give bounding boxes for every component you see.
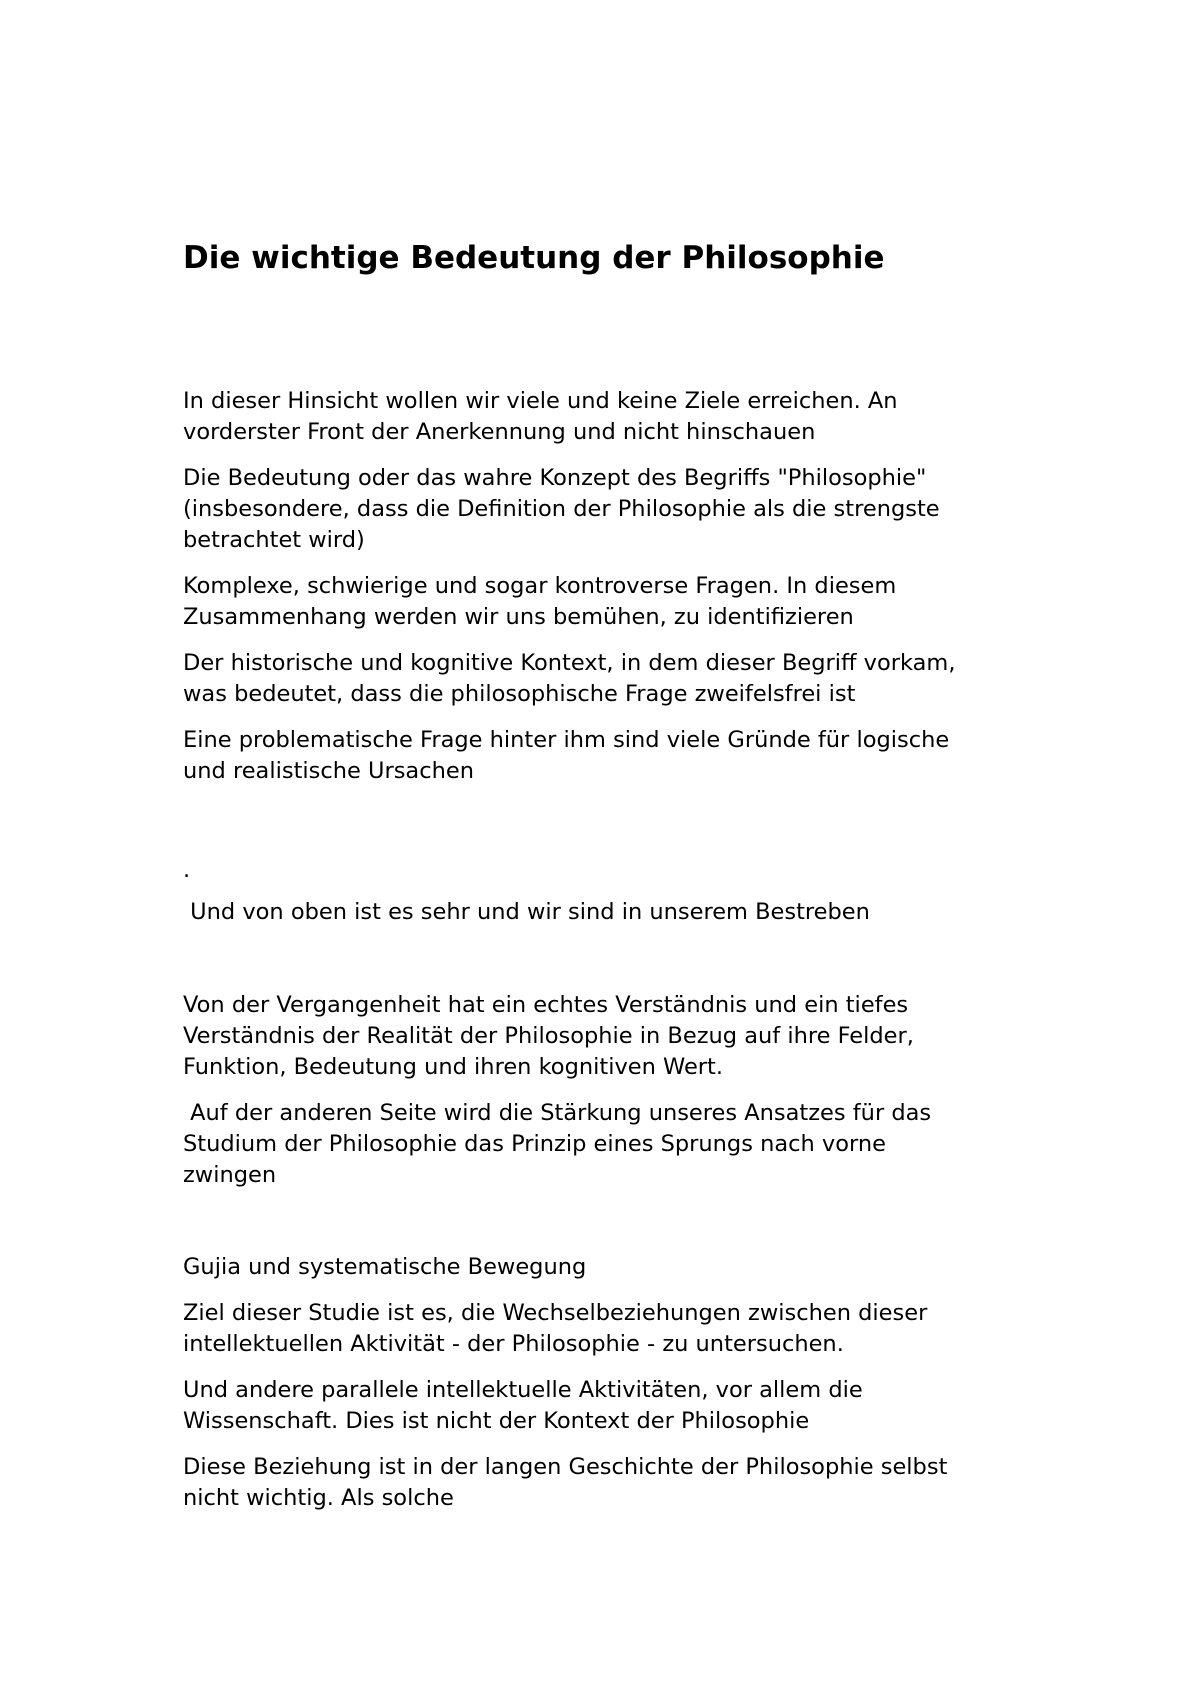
- paragraph-8: Auf der anderen Seite wird die Stärkung unseres Ansatzes für das Studium der Philosophie das Prinzip eines Sprungs nach vorne zwingen: [183, 1100, 932, 1188]
- paragraph-9: Gujia und systematische Bewegung: [183, 1254, 587, 1280]
- paragraph-3: Komplexe, schwierige und sogar kontroverse Fragen. In diesem Zusammenhang werden wir uns bemühen, zu identifizieren: [183, 573, 897, 630]
- paragraph-12: Diese Beziehung ist in der langen Geschichte der Philosophie selbst nicht wichtig. Als solche: [183, 1454, 948, 1511]
- paragraph-7: Von der Vergangenheit hat ein echtes Verständnis und ein tiefes Verständnis der Realität der Philosophie in Bezug auf ihre Felder, Funktion, Bedeutung und ihren kognitiven Wert.: [183, 992, 914, 1080]
- paragraph-6: Und von oben ist es sehr und wir sind in unserem Bestreben: [183, 899, 870, 925]
- paragraph-5: Eine problematische Frage hinter ihm sind viele Gründe für logische und realistische Ursachen: [183, 727, 950, 784]
- paragraph-10: Ziel dieser Studie ist es, die Wechselbeziehungen zwischen dieser intellektuellen Aktivität - der Philosophie - zu untersuchen.: [183, 1300, 928, 1357]
- paragraph-11: Und andere parallele intellektuelle Aktivitäten, vor allem die Wissenschaft. Dies ist nicht der Kontext der Philosophie: [183, 1377, 863, 1434]
- paragraph-dot: .: [183, 857, 191, 883]
- document-title: Die wichtige Bedeutung der Philosophie: [183, 240, 885, 276]
- paragraph-2: Die Bedeutung oder das wahre Konzept des Begriffs "Philosophie" (insbesondere, dass die Definition der Philosophie als die strengste betrachtet wird): [183, 465, 940, 553]
- paragraph-4: Der historische und kognitive Kontext, in dem dieser Begriff vorkam, was bedeutet, dass die philosophische Frage zweifelsfrei ist: [183, 650, 956, 707]
- paragraph-1: In dieser Hinsicht wollen wir viele und keine Ziele erreichen. An vorderster Front der Anerkennung und nicht hinschauen: [183, 388, 898, 445]
